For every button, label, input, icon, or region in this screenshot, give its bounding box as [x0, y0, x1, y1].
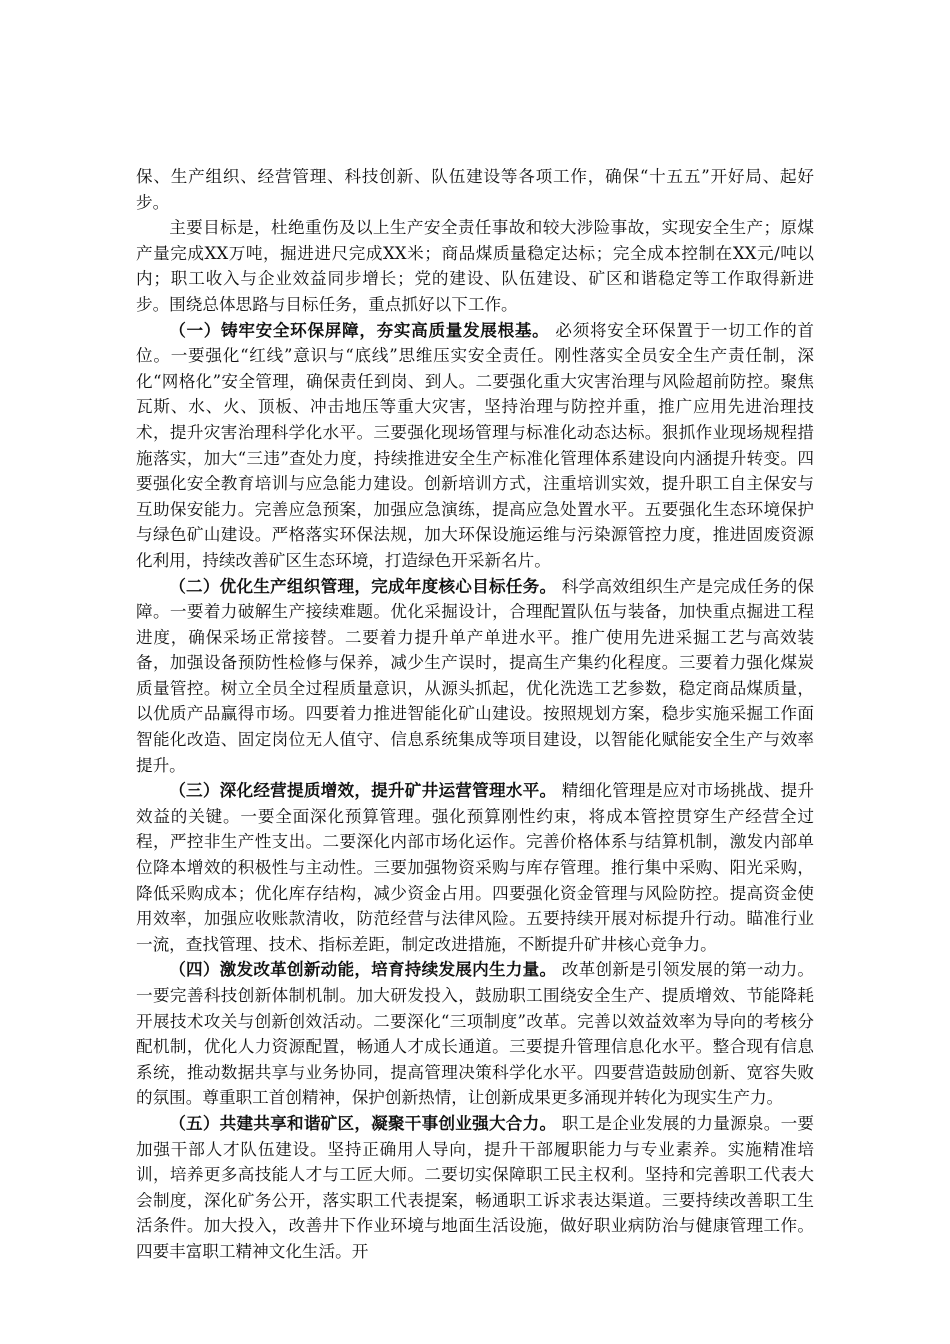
section-heading: （四）激发改革创新动能，培育持续发展内生力量。 — [169, 960, 557, 980]
paragraph-text: 保、生产组织、经营管理、科技创新、队伍建设等各项工作，确保“十五五”开好局、起好步。 — [136, 167, 814, 212]
paragraph-section-4 — [136, 957, 814, 1111]
paragraph-text: 必须将安全环保置于一切工作的首位。一要强化“红线”意识与“底线”思维压实安全责任。刚性落实全员安全生产责任制，深化“网格化”安全管理，确保责任到岗、到人。二要强化重大灾害治理与风险超前防控。聚焦瓦斯、水、火、顶板、冲击地压等重大灾害，坚持治理与防控并重，推广应用先进治理技术，提升灾害治理科学化水平。三要强化现场管理与标准化动态达标。狠抓作业现场规程措施落实，加大“三违”查处力度，持续推进安全生产标准化管理体系建设向内涵提升转变。四要强化安全教育培训与应急能力建设。创新培训方式，注重培训实效，提升职工自主保安与互助保安能力。完善应急预案，加强应急演练，提高应急处置水平。五要强化生态环境保护与绿色矿山建设。严格落实环保法规，加大环保设施运维与污染源管控力度，推进固废资源化利用，持续改善矿区生态环境，打造绿色开采新名片。 — [136, 320, 814, 570]
paragraph-text: 职工是企业发展的力量源泉。一要加强干部人才队伍建设。坚持正确用人导向，提升干部履职能力与专业素养。实施精准培训，培养更多高技能人才与工匠大师。二要切实保障职工民主权利。坚持和完善职工代表大会制度，深化矿务公开，落实职工代表提案，畅通职工诉求表达渠道。三要持续改善职工生活条件。加大投入，改善井下作业环境与地面生活设施，做好职业病防治与健康管理工作。四要丰富职工精神文化生活。开 — [136, 1113, 815, 1261]
section-heading: （二）优化生产组织管理，完成年度核心目标任务。 — [169, 576, 557, 596]
section-heading: （五）共建共享和谐矿区，凝聚干事创业强大合力。 — [169, 1113, 557, 1133]
paragraph-text: 精细化管理是应对市场挑战、提升效益的关键。一要全面深化预算管理。强化预算刚性约束，将成本管控贯穿生产经营全过程，严控非生产性支出。二要深化内部市场化运作。完善价格体系与结算机制，激发内部单位降本增效的积极性与主动性。三要加强物资采购与库存管理。推行集中采购、阳光采购，降低采购成本；优化库存结构，减少资金占用。四要强化资金管理与风险防控。提高资金使用效率，加强应收账款清收，防范经营与法律风险。五要持续开展对标提升行动。瞄准行业一流，查找管理、技术、指标差距，制定改进措施，不断提升矿井核心竞争力。 — [136, 781, 815, 954]
paragraph-continuation — [136, 164, 814, 215]
section-heading: （三）深化经营提质增效，提升矿井运营管理水平。 — [169, 781, 557, 801]
document-page — [136, 164, 814, 1265]
paragraph-main-goals — [136, 215, 814, 317]
paragraph-text: 改革创新是引领发展的第一动力。一要完善科技创新体制机制。加大研发投入，鼓励职工围绕安全生产、提质增效、节能降耗开展技术攻关与创新创效活动。二要深化“三项制度”改革。完善以效益效率为导向的考核分配机制，优化人力资源配置，畅通人才成长通道。三要提升管理信息化水平。整合现有信息系统，推动数据共享与业务协同，提高管理决策科学化水平。四要营造鼓励创新、宽容失败的氛围。尊重职工首创精神，保护创新热情，让创新成果更多涌现并转化为现实生产力。 — [136, 960, 815, 1108]
paragraph-section-5 — [136, 1111, 814, 1265]
paragraph-text: 主要目标是，杜绝重伤及以上生产安全责任事故和较大涉险事故，实现安全生产；原煤产量完成XX万吨，掘进进尺完成XX米；商品煤质量稳定达标；完全成本控制在XX元/吨以内；职工收入与企业效益同步增长；党的建设、队伍建设、矿区和谐稳定等工作取得新进步。围绕总体思路与目标任务，重点抓好以下工作。 — [136, 218, 814, 314]
paragraph-section-2 — [136, 574, 814, 779]
section-heading: （一）铸牢安全环保屏障，夯实高质量发展根基。 — [169, 320, 550, 340]
paragraph-text: 科学高效组织生产是完成任务的保障。一要着力破解生产接续难题。优化采掘设计，合理配置队伍与装备，加快重点掘进工程进度，确保采场正常接替。二要着力提升单产单进水平。推广使用先进采掘工艺与高效装备，加强设备预防性检修与保养，减少生产误时，提高生产集约化程度。三要着力强化煤炭质量管控。树立全员全过程质量意识，从源头抓起，优化洗选工艺参数，稳定商品煤质量，以优质产品赢得市场。四要着力推进智能化矿山建设。按照规划方案，稳步实施采掘工作面智能化改造、固定岗位无人值守、信息系统集成等项目建设，以智能化赋能安全生产与效率提升。 — [136, 576, 815, 775]
paragraph-section-3 — [136, 778, 814, 957]
paragraph-section-1 — [136, 318, 814, 574]
